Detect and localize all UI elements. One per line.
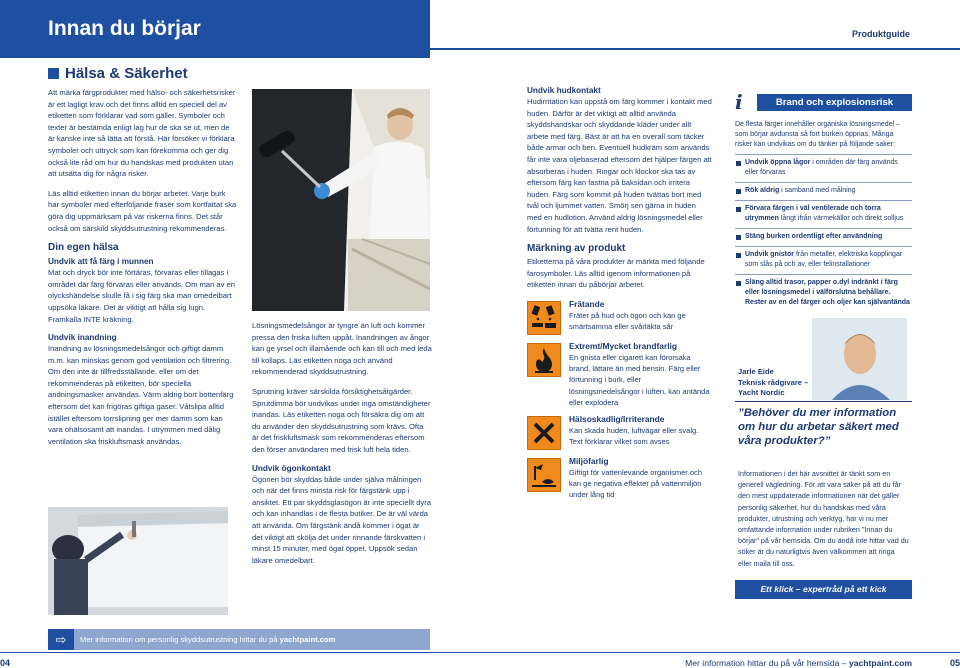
paragraph-product-marking: Etiketterna på våra produkter är märkta med följande farosymboler. Läs alltid igenom informationen på etiketten innan du påbörjar arbetet. (527, 257, 705, 290)
header-rule (430, 48, 960, 50)
section-heading (48, 65, 238, 82)
bullet-bold: Släng alltid trasor, papper o.dyl indränkt i färg eller lösningsmedel i välförslutna behållare. Rester av en del färger och oljer kan självantända (745, 279, 910, 306)
subheading-inhale: Undvik inandning (48, 333, 117, 343)
advisor-portrait (812, 318, 907, 400)
footer-rule (0, 652, 960, 653)
expert-advice-banner: Ett klick – expertråd på ett kick (735, 580, 912, 599)
column-solvents (252, 320, 432, 574)
sidebar-fire-risk (735, 90, 912, 312)
page-title: Innan du börjar (48, 17, 201, 40)
subheading-avoid-paint: Undvik att få färg i munnen (48, 257, 154, 267)
hazard-environment (527, 456, 712, 501)
hazard-text: Fräter på hud och ögon och kan ge smärtsamma eller svårläkta sår (569, 310, 686, 332)
hazard-corrosive (527, 299, 712, 335)
subheading-eye-contact: Undvik ögonkontakt (252, 463, 331, 473)
hazard-title: Miljöfarlig (569, 455, 609, 466)
paragraph-mouth: Mat och dryck bör inte förtäras, förvaras eller tillagas i området där färg förvaras eller används. Om man av en olyckshändelse skulle få i sig färg ska man omedelbart uppsöka läkare. Det är viktigt att hålla sig lugn. Framkalla INTE kräkning. (48, 268, 235, 324)
hazard-text: En gnista eller cigarett kan förorsaka brand, lättare än med bensin. Färg eller förtunning i burk, eller lösningsmedelsångor i luften, kan antända eller explodera (569, 352, 710, 407)
hazard-title: Frätande (569, 298, 605, 309)
environment-hazard-icon (527, 458, 561, 492)
advisor-name: Jarle Eide (738, 367, 774, 376)
flammable-icon (527, 343, 561, 377)
bullet-bold: Stäng burken ordentligt efter användning (745, 233, 883, 240)
column-health (48, 65, 238, 455)
advisor-quote: ”Behöver du mer information om hur du arbetar säkert med våra produkter?” (738, 407, 899, 447)
sidebar-bullet (735, 200, 912, 228)
label-paragraph: Läs alltid etiketten innan du börjar arbetet. Varje burk har symboler med efterföljande fraser som kortfattat ska göra dig uppmärksam på var riskerna finns. Det står också om särskild skyddsutrustning rekommenderas. (48, 188, 237, 233)
hazard-text: Kan skada huden, luftvägar eller svalg. Text förklarar vilket som avses (569, 425, 699, 447)
quote-divider (735, 401, 912, 402)
footer-link[interactable]: yachtpaint.com (848, 658, 912, 668)
harmful-icon (527, 416, 561, 450)
hazard-harmful (527, 414, 712, 450)
arrow-right-icon: ⇨ (48, 629, 74, 650)
page-number-right: 05 (949, 658, 960, 668)
bullet-rest: i samband med målning (779, 187, 856, 194)
intro-paragraph: Att märka färgprodukter med hälso- och säkerhetsrisker är ett lagligt krav och det finns alltid en speciell del av etiketten som förklarar vad som gäller. Symboler och texter är bestämda enligt lag hur de ska se ut, men de är kanske inte så lätta att förstå. Här försöker vi förklara symboler och uttryck som kan förekomma och ger dig också lite råd om hur du handskas med produkten utan att utsätta dig för några risker. (48, 88, 236, 179)
hazard-flammable (527, 341, 712, 408)
painter-photo-small (48, 507, 228, 615)
subheading-health: Din egen hälsa (48, 242, 119, 254)
footer-text (685, 658, 912, 668)
paragraph-skin-contact: Hudirritation kan uppstå om färg kommer i kontakt med huden. Därför är det viktigt att alltid använda skyddshandskar och skyddande kläder under allt arbete med färg. Bäst är att ha en overall som täcker både armar och ben. Eventuell hudkräm som används får inte vara oljebaserad eftersom det hjälper färgen att absorberas i huden. Ringar och klockor ska tas av eftersom färg kan fastna på baksidan och irritera huden. Färg som kommit på huden tvättas bort med tvål och ljummet vatten. Smörj sen gärna in huden med en hudlotion. Använd aldrig lösningsmedel eller förtunning för att tvätta rent huden. (527, 97, 712, 234)
sidebar-bullet (735, 182, 912, 200)
sidebar-bullet (735, 228, 912, 246)
bullet-rest: i områden där färg används eller förvaras (745, 159, 898, 176)
hazard-title: Extremt/Mycket brandfarlig (569, 340, 677, 351)
paragraph-inhale: Inandning av lösningsmedelsångor och giftigt damm m.m. kan minskas genom god ventilation och filtrering. Om den inte är tillfredsställande, eller om det rekommenderas på etiketten, bör speciella andningsmasker användas. Värm aldrig bort bottenfärg eftersom det kan frigöras giftiga gaser. Våtslipa alltid istället eftersom torrslipning ger mer damm som kan vara ohälsosamt att inandas. I utrymmen med dålig ventilation ska friskluftsmask användas. (48, 344, 234, 446)
sidebar-bullet (735, 154, 912, 182)
info-bar-link[interactable]: yachtpaint.com (279, 635, 336, 644)
bullet-bold: Rök aldrig (745, 187, 780, 194)
info-bar (48, 629, 430, 650)
corrosive-icon (527, 301, 561, 335)
paragraph-solvent-vapour: Lösningsmedelsångor är tyngre än luft och kommer pressa den friska luften uppåt. Inandningen av ångor kan ge yrsel och illamående och kan till och med leda till kollaps. Läs etiketten noga och använd rekommenderad skyddsutrustning. (252, 321, 432, 377)
hazard-text: Giftigt för vattenlevande organismer och kan ge negativa effekter på vattenmiljön under lång tid (569, 467, 702, 500)
page-number-left: 04 (0, 658, 11, 668)
info-bar-label: Mer information om personlig skyddsutrustning hittar du på (80, 635, 280, 644)
column-skin-marking (527, 86, 712, 507)
subheading-skin-contact: Undvik hudkontakt (527, 86, 601, 95)
sidebar-title-row (735, 90, 912, 114)
hazard-title: Hälsoskadlig/Irriterande (569, 413, 665, 424)
sidebar-bullet (735, 246, 912, 274)
advisor-role: Teknisk rådgivare – Yacht Nordic (738, 378, 809, 397)
bullet-bold: Undvik gnistor (745, 251, 795, 258)
bullet-rest: från metaller, elektriska kopplingar som slås på och av, eller felinstallationer (745, 251, 903, 268)
sidebar-info-text: Informationen i det här avsnittet är tänkt som en generell vägledning. För att vara säker på att du får den mest uppdaterade informationen när det gäller personlig säkerhet, hur du handskas med våra produkter, utrustning och verktyg, har vi nu mer omfattande information under rubriken "Innan du börjar" på vår hemsida. Om du ändå inte hittar vad du söker är du naturligtvis även välkommen att ringa eller maila till oss. (738, 469, 909, 568)
subheading-product-marking: Märkning av produkt (527, 243, 626, 255)
square-bullet-icon (48, 68, 59, 79)
section-label: Produktguide (852, 29, 910, 39)
bullet-bold: Undvik öppna lågor (745, 159, 811, 166)
painter-photo-large (252, 89, 430, 311)
sidebar-title: Brand och explosionsrisk (757, 94, 912, 111)
footer-label: Mer information hittar du på vår hemsida – (685, 658, 849, 668)
sidebar-bullet (735, 274, 912, 312)
paragraph-spraying: Sprutning kräver särskilda försiktighetsåtgärder. Sprutdimma bör undvikas under inga omständigheter inandas. Läs etiketten noga och försäkra dig om att du använder den skyddsutrustning som krävs. Ofta är det friskluftsmask som rekommenderas eftersom den förser användaren med frisk luft hela tiden. (252, 386, 431, 454)
header-bar (0, 0, 430, 58)
info-icon: i (735, 90, 743, 114)
info-bar-text (80, 635, 335, 644)
paragraph-eye-contact: Ögonen bör skyddas både under själva målningen och när det finns minsta risk för färgstänk upp i ansiktet. Ett par skyddsglasögon är inte speciellt dyra och kan inhandlas i de flesta butiker. De är väl värda att använda. Om färgstänk ändå kommer i ögat är det viktigt att skölja det under rinnande färskvatten i minst 15 minuter, med ögat öppet. Uppsök sedan läkare omedelbart. (252, 474, 431, 565)
bullet-bold: Förvara färgen i väl ventilerade och torra utrymmen (745, 205, 881, 222)
section-heading-text: Hälsa & Säkerhet (65, 65, 188, 82)
bullet-rest: långt ifrån värmekällor och direkt solljus (778, 215, 904, 222)
sidebar-intro: De flesta färger innehåller organiska lösningsmedel – som börjar avdunsta så fort burken öppnas. Många risker kan undvikas om du tänker på följande saker: (735, 121, 900, 148)
